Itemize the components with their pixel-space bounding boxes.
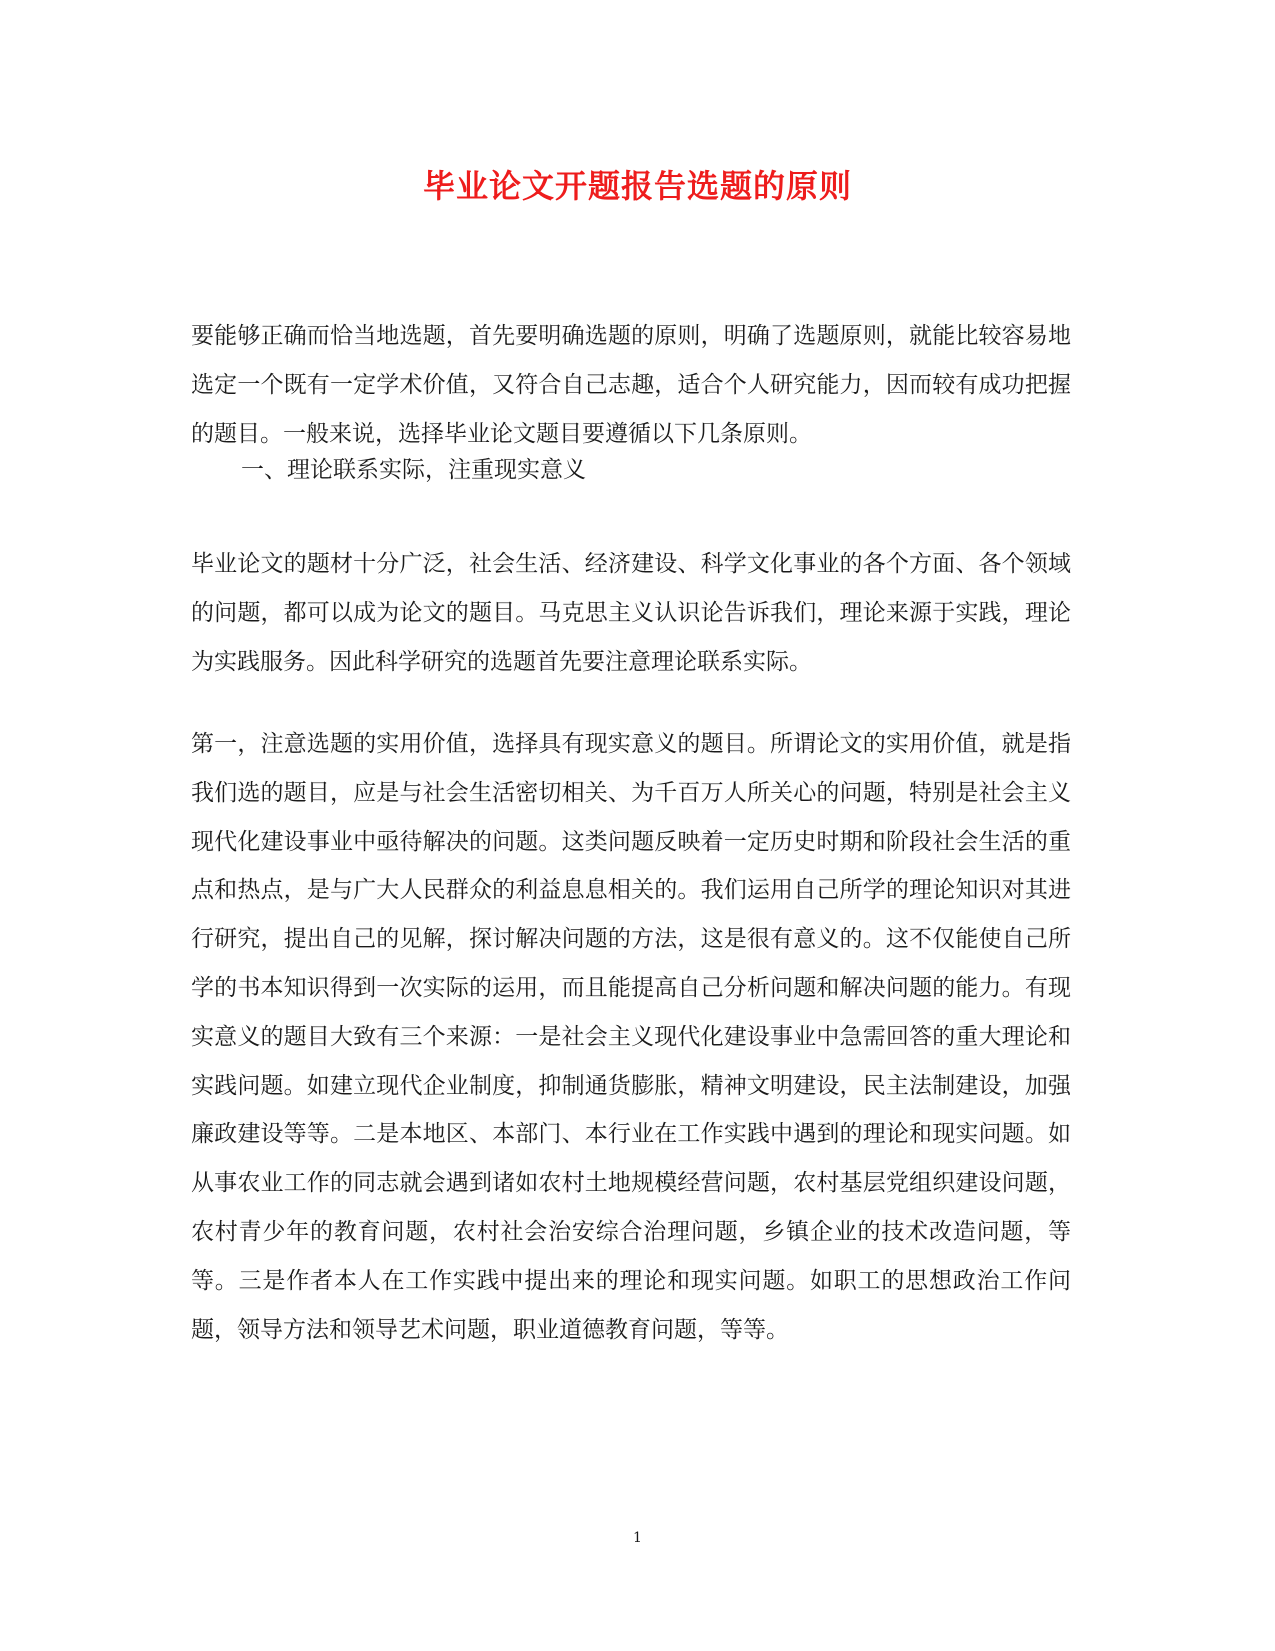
body-paragraph-1: 毕业论文的题材十分广泛，社会生活、经济建设、科学文化事业的各个方面、各个领域的问题，都可以成为论文的题目。马克思主义认识论告诉我们，理论来源于实践，理论为实践服务。因此科学研究的选题首先要注意理论联系实际。 xyxy=(191,551,1071,675)
page-number: 1 xyxy=(633,1530,642,1546)
body-paragraph-2: 第一，注意选题的实用价值，选择具有现实意义的题目。所谓论文的实用价值，就是指我们选的题目，应是与社会生活密切相关、为千百万人所关心的问题，特别是社会主义现代化建设事业中亟待解决的问题。这类问题反映着一定历史时期和阶段社会生活的重点和热点，是与广大人民群众的利益息息相关的。我们运用自己所学的理论知识对其进行研究，提出自己的见解，探讨解决问题的方法，这是很有意义的。这不仅能使自己所学的书本知识得到一次实际的运用，而且能提高自己分析问题和解决问题的能力。有现实意义的题目大致有三个来源：一是社会主义现代化建设事业中急需回答的重大理论和实践问题。如建立现代企业制度，抑制通货膨胀，精神文明建设，民主法制建设，加强廉政建设等等。二是本地区、本部门、本行业在工作实践中遇到的理论和现实问题。如从事农业工作的同志就会遇到诸如农村土地规模经营问题，农村基层党组织建设问题，农村青少年的教育问题，农村社会治安综合治理问题，乡镇企业的技术改造问题，等等。三是作者本人在工作实践中提出来的理论和现实问题。如职工的思想政治工作问题，领导方法和领导艺术问题，职业道德教育问题，等等。 xyxy=(191,731,1071,1343)
section-heading: 一、理论联系实际，注重现实意义 xyxy=(241,457,586,483)
intro-paragraph: 要能够正确而恰当地选题，首先要明确选题的原则，明确了选题原则，就能比较容易地选定一个既有一定学术价值，又符合自己志趣，适合个人研究能力，因而较有成功把握的题目。一般来说，选择毕业论文题目要遵循以下几条原则。 xyxy=(191,323,1071,447)
document-title: 毕业论文开题报告选题的原则 xyxy=(422,167,852,205)
